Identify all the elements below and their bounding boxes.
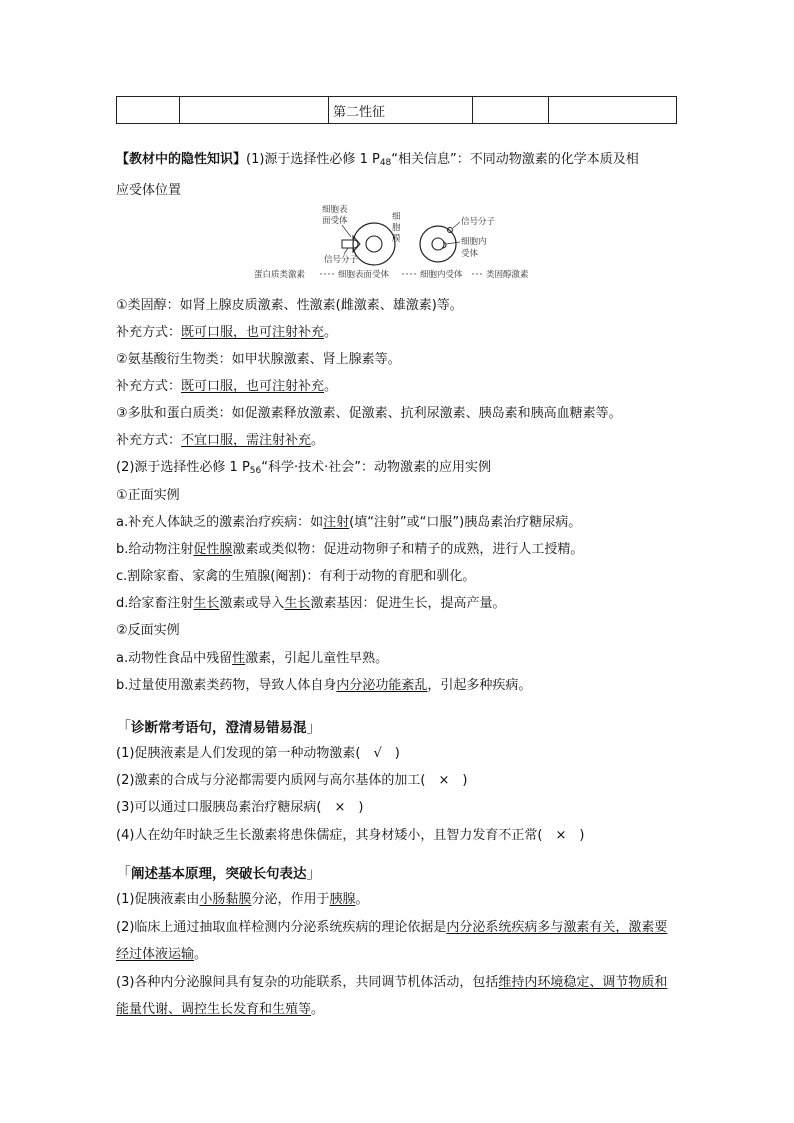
label-intracellular-receptor-1: 细胞内 <box>461 237 487 247</box>
application-intro: (2)源于选择性必修 1 $P_{56}“$科学·技术·社会”：动物激素的应用实例 <box>116 460 491 476</box>
peptide-line: ③多肽和蛋白质类：如促激素释放激素、促激素、抗利尿激素、胰岛素和胰高血糖素等。 <box>116 406 622 421</box>
positive-examples-head: ①正面实例 <box>116 488 180 503</box>
answer: 内分泌系统疾病多与激素有关，激素要经过体液运输 <box>116 920 668 962</box>
answer: 内分泌功能紊乱 <box>336 678 428 693</box>
explain-item-2: (2)临床上通过抽取血样检测内分泌系统疾病的理论依据是内分泌系统疾病多与激素有关，激素要经过体液运输。 <box>116 920 668 962</box>
leader-line <box>446 242 460 244</box>
hidden-knowledge-intro: 【教材中的隐性知识】(1)源于选择性必修 1 $P_{48}“$相关信息”：不同动物激素的化学本质及相 应受体位置 <box>116 152 639 198</box>
negative-examples-head: ②反面实例 <box>116 623 180 638</box>
diagnose-item-2: (2)激素的合成与分泌都需要内质网与高尔基体的加工( × ) <box>116 773 468 788</box>
hormone-receptor-diagram <box>250 204 550 284</box>
example-b: b.给动物注射促性腺激素或类似物：促进动物卵子和精子的成熟，进行人工授精。 <box>116 542 584 557</box>
answer: 既可口服，也可注射补充 <box>181 325 325 340</box>
diagnose-item-1: (1)促胰液素是人们发现的第一种动物激素( √ ) <box>116 746 400 761</box>
label-signal-left: 信号分子 <box>324 255 359 265</box>
leader-line <box>344 248 348 254</box>
supplement-line: 补充方式：不宜口服，需注射补充。 <box>116 433 325 448</box>
answer: 维持内环境稳定、调节物质和能量代谢、调控生长发育和生殖等 <box>116 975 668 1017</box>
table-cell <box>473 97 549 124</box>
table-cell <box>117 97 180 124</box>
label-steroid-hormone: 类固醇激素 <box>486 270 529 280</box>
label-protein-hormone: 蛋白质类激素 <box>254 270 306 280</box>
diagnose-item-4: (4)人在幼年时缺乏生长激素将患侏儒症，其身材矮小，且智力发育不正常( × ) <box>116 828 585 843</box>
steroid-line: ①类固醇：如肾上腺皮质激素、性激素(雌激素、雄激素)等。 <box>116 298 463 313</box>
diagnose-item-3: (3)可以通过口服胰岛素治疗糖尿病( × ) <box>116 800 364 815</box>
leader-line <box>453 222 460 228</box>
right-cell-membrane <box>420 226 456 262</box>
explain-item-1: (1)促胰液素由小肠黏膜分泌，作用于胰腺。 <box>116 892 369 907</box>
diagnose-heading: 「诊断常考语句，澄清易错易混」 <box>116 718 322 736</box>
left-cell-nucleus <box>366 236 382 252</box>
answer: 胰腺 <box>329 892 356 907</box>
answer: 生长 <box>284 596 311 611</box>
amino-acid-line: ②氨基酸衍生物类：如甲状腺激素、肾上腺素等。 <box>116 352 401 367</box>
explain-item-3: (3)各种内分泌腺间具有复杂的功能联系，共同调节机体活动，包括维持内环境稳定、调节物质和能量代谢、调控生长发育和生殖等。 <box>116 975 668 1017</box>
supplement-line: 补充方式：既可口服，也可注射补充。 <box>116 379 338 394</box>
label-signal-right: 信号分子 <box>461 217 496 227</box>
label-surface-receptor-1: 细胞表 <box>322 205 348 215</box>
answer: 性 <box>232 651 246 666</box>
right-cell-nucleus <box>432 238 444 250</box>
table-cell: 第二性征 <box>329 97 473 124</box>
label-surface-receptor-2: 面受体 <box>322 216 348 226</box>
answer: 既可口服，也可注射补充 <box>181 379 325 394</box>
answer: 生长 <box>193 596 220 611</box>
negative-example-b: b.过量使用激素类药物，导致人体自身内分泌功能紊乱，引起多种疾病。 <box>116 678 532 693</box>
example-c: c.割除家畜、家禽的生殖腺(阉割)：有利于动物的育肥和驯化。 <box>116 569 476 584</box>
label-surface-receptor-bottom: 细胞表面受体 <box>338 270 390 280</box>
label-intracellular-receptor-2: 受体 <box>461 249 479 259</box>
label-membrane-1: 细 <box>392 212 401 222</box>
left-cell-membrane <box>353 223 395 265</box>
label-membrane-2: 胞 <box>392 223 401 233</box>
surface-receptor-icon <box>354 240 358 248</box>
answer: 不宜口服，需注射补充 <box>181 433 312 448</box>
table-cell <box>180 97 329 124</box>
negative-example-a: a.动物性食品中残留性激素，引起儿童性早熟。 <box>116 651 389 666</box>
answer: 小肠黏膜 <box>199 892 252 907</box>
explain-heading: 「阐述基本原理，突破长句表达」 <box>116 864 322 882</box>
label-intracellular-receptor-bottom: 细胞内受体 <box>420 270 463 280</box>
leader-line <box>342 225 351 237</box>
label-membrane-3: 膜 <box>392 234 401 244</box>
answer: 促性腺 <box>193 542 233 557</box>
supplement-line: 补充方式：既可口服，也可注射补充。 <box>116 325 338 340</box>
top-table-row <box>116 96 677 124</box>
table-cell <box>549 97 677 124</box>
example-d: d.给家畜注射生长激素或导入生长激素基因：促进生长，提高产量。 <box>116 596 506 611</box>
example-a: a.补充人体缺乏的激素治疗疾病：如注射(填“注射”或“口服”)胰岛素治疗糖尿病。 <box>116 515 582 530</box>
signal-arrow-icon <box>342 236 360 252</box>
answer: 注射 <box>323 515 350 530</box>
section-tag: 【教材中的隐性知识】 <box>116 152 247 167</box>
